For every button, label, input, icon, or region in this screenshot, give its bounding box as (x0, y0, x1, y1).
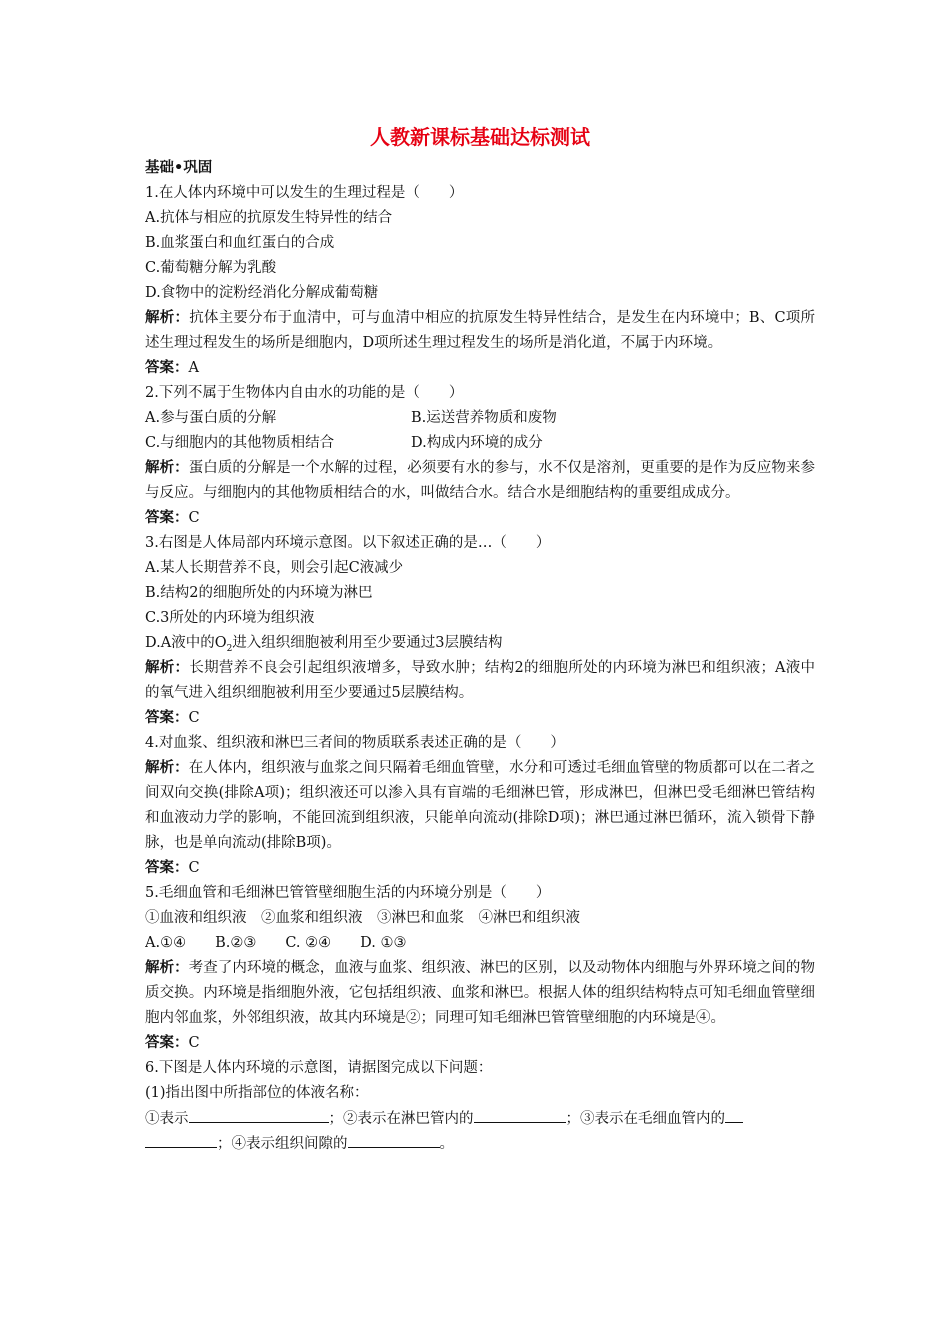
answer-value: C (188, 860, 200, 876)
q3-option-b: B.结构2的细胞所处的内环境为淋巴 (145, 585, 373, 601)
answer-blank-3-cont[interactable] (145, 1131, 217, 1148)
q6-stem: 6.下图是人体内环境的示意图，请据图完成以下问题： (145, 1060, 493, 1076)
q2-options-row-2 (145, 431, 815, 456)
answer-blank-3[interactable] (725, 1106, 743, 1123)
answer-value: A (188, 360, 199, 376)
explanation-text: 长期营养不良会引起组织液增多，导致水肿；结构2的细胞所处的内环境为淋巴和组织液；A液中的氧气进入组织细胞被利用至少要通过5层膜结构。 (145, 660, 815, 701)
q3-option-d (145, 631, 815, 656)
q1-stem: 1.在人体内环境中可以发生的生理过程是（ ） (145, 185, 464, 201)
explanation-label: 解析： (145, 960, 189, 976)
q3-explanation (145, 656, 815, 706)
answer-label: 答案： (145, 860, 189, 876)
fill-text-5: 。 (439, 1136, 454, 1152)
explanation-text: 考查了内环境的概念，血液与血浆、组织液、淋巴的区别，以及动物体内细胞与外界环境之间的物质交换。内环境是指细胞外液，它包括组织液、血浆和淋巴。根据人体的组织结构特点可知毛细血管壁细胞内邻血浆，外邻组织液，故其内环境是②；同理可知毛细淋巴管管壁细胞的内环境是④。 (145, 960, 815, 1026)
q5-stem: 5.毛细血管和毛细淋巴管管壁细胞生活的内环境分别是（ ） (145, 885, 551, 901)
answer-label: 答案： (145, 360, 189, 376)
explanation-label: 解析： (145, 310, 190, 326)
answer-value: C (188, 1035, 200, 1051)
q2-options-row-1 (145, 406, 815, 431)
q2-option-d: D.构成内环境的成分 (411, 435, 543, 451)
q4-answer (145, 856, 815, 881)
explanation-label: 解析： (145, 760, 189, 776)
answer-label: 答案： (145, 1035, 189, 1051)
explanation-text: 蛋白质的分解是一个水解的过程，必须要有水的参与，水不仅是溶剂，更重要的是作为反应物来参与反应。与细胞内的其他物质相结合的水，叫做结合水。结合水是细胞结构的重要组成成分。 (145, 460, 815, 501)
answer-blank-1[interactable] (189, 1106, 329, 1123)
q3-stem: 3.右图是人体局部内环境示意图。以下叙述正确的是…（ ） (145, 535, 551, 551)
q1-explanation (145, 306, 815, 356)
fill-text-3: ；③表示在毛细血管内的 (565, 1111, 725, 1127)
q5-explanation (145, 956, 815, 1031)
answer-value: C (188, 510, 200, 526)
answer-label: 答案： (145, 710, 189, 726)
q5-items: ①血液和组织液 ②血浆和组织液 ③淋巴和血浆 ④淋巴和组织液 (145, 910, 580, 926)
q2-explanation (145, 456, 815, 506)
q2-stem: 2.下列不属于生物体内自由水的功能的是（ ） (145, 385, 464, 401)
answer-value: C (188, 710, 200, 726)
explanation-label: 解析： (145, 660, 190, 676)
q4-stem: 4.对血浆、组织液和淋巴三者间的物质联系表述正确的是（ ） (145, 735, 565, 751)
section-heading: 基础•巩固 (145, 160, 213, 176)
q2-option-a: A.参与蛋白质的分解 (145, 410, 277, 426)
explanation-label: 解析： (145, 460, 189, 476)
page-title: 人教新课标基础达标测试 (370, 125, 590, 149)
q6-fill-line-1 (145, 1106, 815, 1131)
fill-text-2: ；②表示在淋巴管内的 (328, 1111, 474, 1127)
q6-sub-question-1: (1)指出图中所指部位的体液名称： (145, 1085, 369, 1101)
q5-options: A.①④ B.②③ C. ②④ D. ①③ (145, 935, 407, 951)
explanation-text: 在人体内，组织液与血浆之间只隔着毛细血管壁，水分和可透过毛细血管壁的物质都可以在二者之间双向交换(排除A项)；组织液还可以渗入具有盲端的毛细淋巴管，形成淋巴，但淋巴受毛细淋巴管结构和血液动力学的影响，不能回流到组织液，只能单向流动(排除D项)；淋巴通过淋巴循环，流入锁骨下静脉，也是单向流动(排除B项)。 (145, 760, 815, 851)
answer-blank-2[interactable] (474, 1106, 566, 1123)
q3-option-c: C.3所处的内环境为组织液 (145, 610, 315, 626)
q2-option-c: C.与细胞内的其他物质相结合 (145, 435, 335, 451)
q1-option-a: A.抗体与相应的抗原发生特异性的结合 (145, 210, 393, 226)
q3-option-a: A.某人长期营养不良，则会引起C液减少 (145, 560, 404, 576)
q1-answer (145, 356, 815, 381)
fill-text-1: ①表示 (145, 1111, 189, 1127)
q1-option-c: C.葡萄糖分解为乳酸 (145, 260, 277, 276)
q3-option-d-pre: D.A液中的O (145, 635, 227, 651)
q3-option-d-subscript: 2 (226, 643, 233, 654)
q2-option-b: B.运送营养物质和废物 (411, 410, 557, 426)
answer-label: 答案： (145, 510, 189, 526)
q4-explanation (145, 756, 815, 856)
answer-blank-4[interactable] (348, 1131, 440, 1148)
q1-option-b: B.血浆蛋白和血红蛋白的合成 (145, 235, 335, 251)
q3-answer (145, 706, 815, 731)
explanation-text: 抗体主要分布于血清中，可与血清中相应的抗原发生特异性结合，是发生在内环境中；B、C项所述生理过程发生的场所是细胞内，D项所述生理过程发生的场所是消化道，不属于内环境。 (145, 310, 816, 351)
document-content (145, 120, 815, 1156)
q6-fill-line-2 (145, 1131, 815, 1156)
q3-option-d-post: 进入组织细胞被利用至少要通过3层膜结构 (232, 635, 503, 651)
fill-text-4: ；④表示组织间隙的 (217, 1136, 348, 1152)
q5-answer (145, 1031, 815, 1056)
q1-option-d: D.食物中的淀粉经消化分解成葡萄糖 (145, 285, 379, 301)
q2-answer (145, 506, 815, 531)
